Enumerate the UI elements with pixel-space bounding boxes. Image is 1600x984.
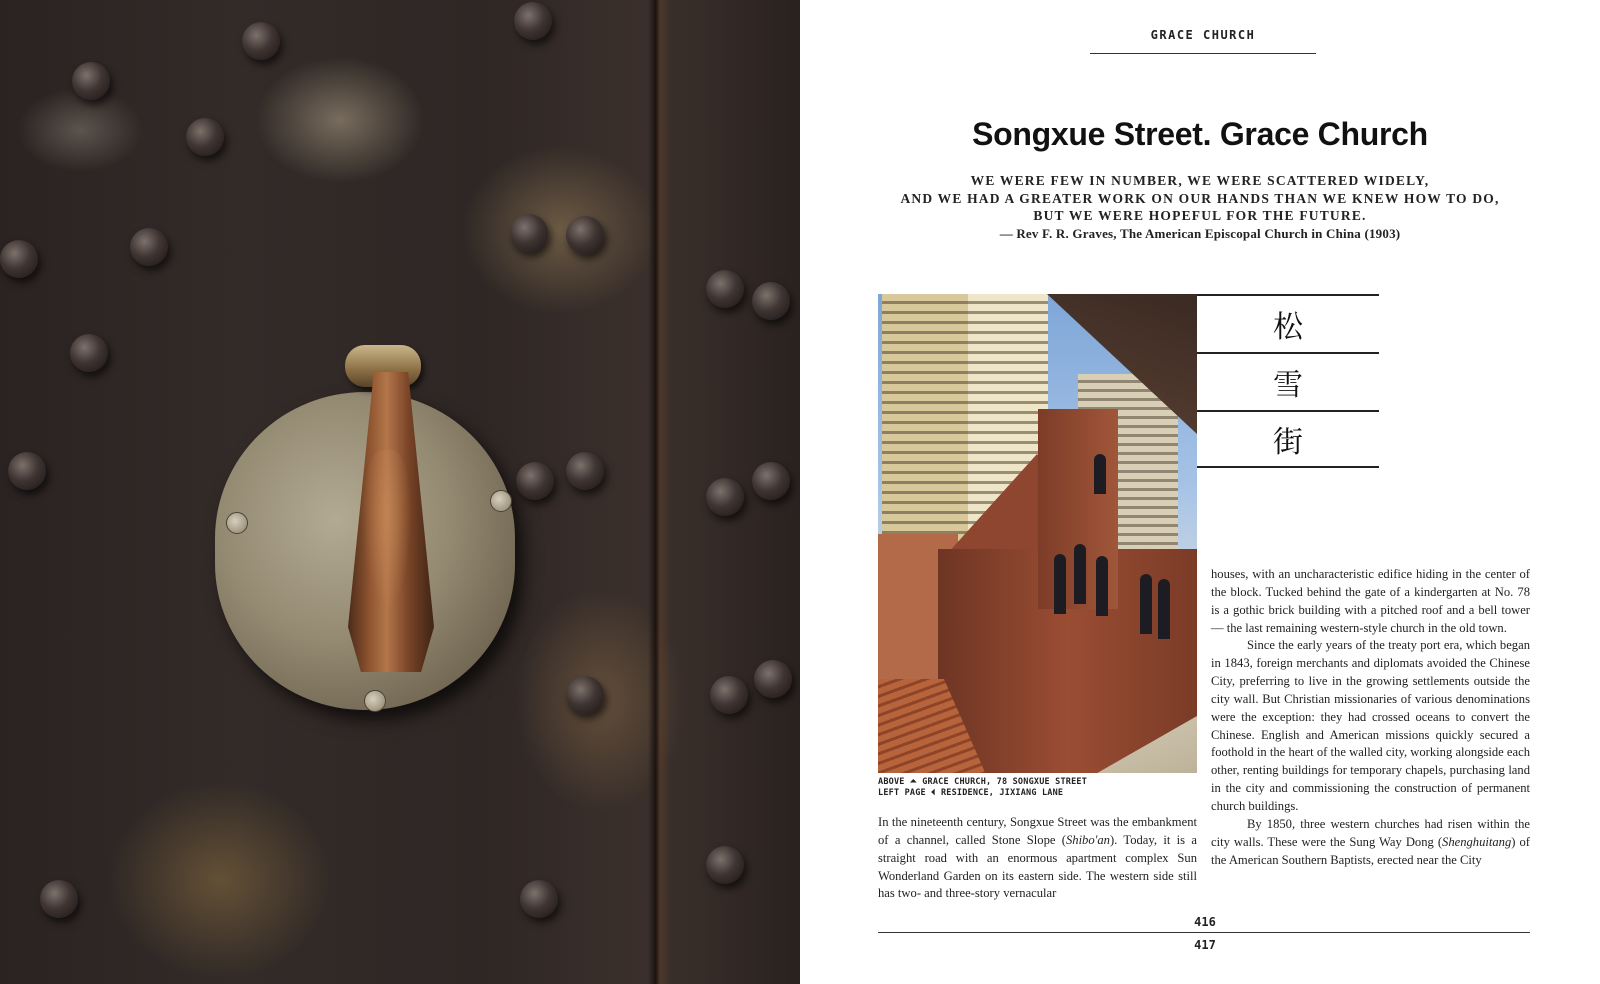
footer-rule	[878, 932, 1530, 933]
rivet	[130, 228, 168, 266]
rivet	[706, 270, 744, 308]
church-window	[1158, 579, 1170, 639]
rivet	[706, 478, 744, 516]
screw	[490, 490, 512, 512]
page-number: 417	[1194, 938, 1216, 952]
rivet	[752, 282, 790, 320]
rivet	[242, 22, 280, 60]
rivet	[566, 676, 604, 714]
rivet	[752, 462, 790, 500]
rivet	[710, 676, 748, 714]
screw	[226, 512, 248, 534]
body-column-right	[1211, 566, 1530, 869]
church-window	[1074, 544, 1086, 604]
photo-caption	[878, 777, 1208, 799]
rivet	[8, 452, 46, 490]
body-text: By 1850, three western churches had risen within the city walls. These were the Sung Way Dong (	[1211, 816, 1530, 849]
running-head-rule	[1090, 53, 1316, 54]
chinese-character: 街	[1197, 410, 1379, 468]
rivet	[516, 462, 554, 500]
caption-line: ABOVE ⏶ GRACE CHURCH, 78 SONGXUE STREET	[878, 777, 1088, 787]
rivet	[72, 62, 110, 100]
chinese-character: 松	[1197, 294, 1379, 352]
chinese-character: 雪	[1197, 352, 1379, 410]
church-window	[1140, 574, 1152, 634]
rivet	[0, 240, 38, 278]
body-paragraph: houses, with an uncharacteristic edifice hiding in the center of the block. Tucked behind the gate of a kindergarten at No. 78 is a gothic brick building with a pitched roof and a bell tower — the last remaining western-style church in the old town.	[1211, 567, 1530, 635]
rivet	[520, 880, 558, 918]
chinese-street-name	[1197, 294, 1379, 468]
page-title: Songxue Street. Grace Church	[972, 116, 1428, 152]
rivet	[514, 2, 552, 40]
rivet	[754, 660, 792, 698]
epigraph-line: WE WERE FEW IN NUMBER, WE WERE SCATTERED WIDELY,	[970, 173, 1430, 188]
rivet	[566, 452, 604, 490]
church-window	[1054, 554, 1066, 614]
rivet	[70, 334, 108, 372]
body-column-left	[878, 814, 1197, 903]
epigraph	[860, 172, 1540, 242]
rivet	[186, 118, 224, 156]
door-seam	[648, 0, 670, 984]
caption-line: LEFT PAGE ⏴ RESIDENCE, JIXIANG LANE	[878, 788, 1064, 798]
church-window	[1094, 454, 1106, 494]
rivet	[40, 880, 78, 918]
body-text: ) of the American Southern Baptists, erected near the City	[1211, 834, 1530, 867]
epigraph-attribution: — Rev F. R. Graves, The American Episcopal Church in China (1903)	[999, 225, 1401, 241]
rivet	[510, 214, 548, 252]
body-text-italic: Shenghuitang	[1442, 834, 1512, 849]
body-text: ). Today, it is a straight road with an enormous apartment complex Sun Wonderland Garden on its eastern side. The western side still has two- and three-story vernacular	[878, 832, 1197, 901]
running-head: GRACE CHURCH	[1150, 28, 1256, 42]
page-number: 416	[1194, 915, 1216, 929]
screw	[364, 690, 386, 712]
latch-rust	[362, 450, 412, 610]
grace-church-photo	[878, 294, 1197, 773]
body-text-italic: Shibo'an	[1065, 832, 1110, 847]
body-text: In the nineteenth century, Songxue Street was the embankment of a channel, called Stone Slope (	[878, 815, 1197, 847]
rivet	[566, 216, 604, 254]
rivet	[706, 846, 744, 884]
epigraph-line: BUT WE WERE HOPEFUL FOR THE FUTURE.	[1033, 208, 1367, 223]
body-paragraph: Since the early years of the treaty port era, which began in 1843, foreign merchants and diplomats avoided the Chinese City, preferring to live in the growing settlements outside the city wall. But Christian missionaries of various denominations were the exception: they had crossed oceans to convert the Chinese. English and American missions quickly secured a foothold in the heart of the walled city, working alongside each other, renting buildings for temporary chapels, purchasing land in the city and commissioning the construction of permanent church buildings.	[1211, 638, 1530, 813]
church-window	[1096, 556, 1108, 616]
body-paragraph	[1211, 816, 1530, 870]
body-paragraph	[878, 814, 1197, 903]
epigraph-line: AND WE HAD A GREATER WORK ON OUR HANDS THAN WE KNEW HOW TO DO,	[900, 190, 1500, 206]
